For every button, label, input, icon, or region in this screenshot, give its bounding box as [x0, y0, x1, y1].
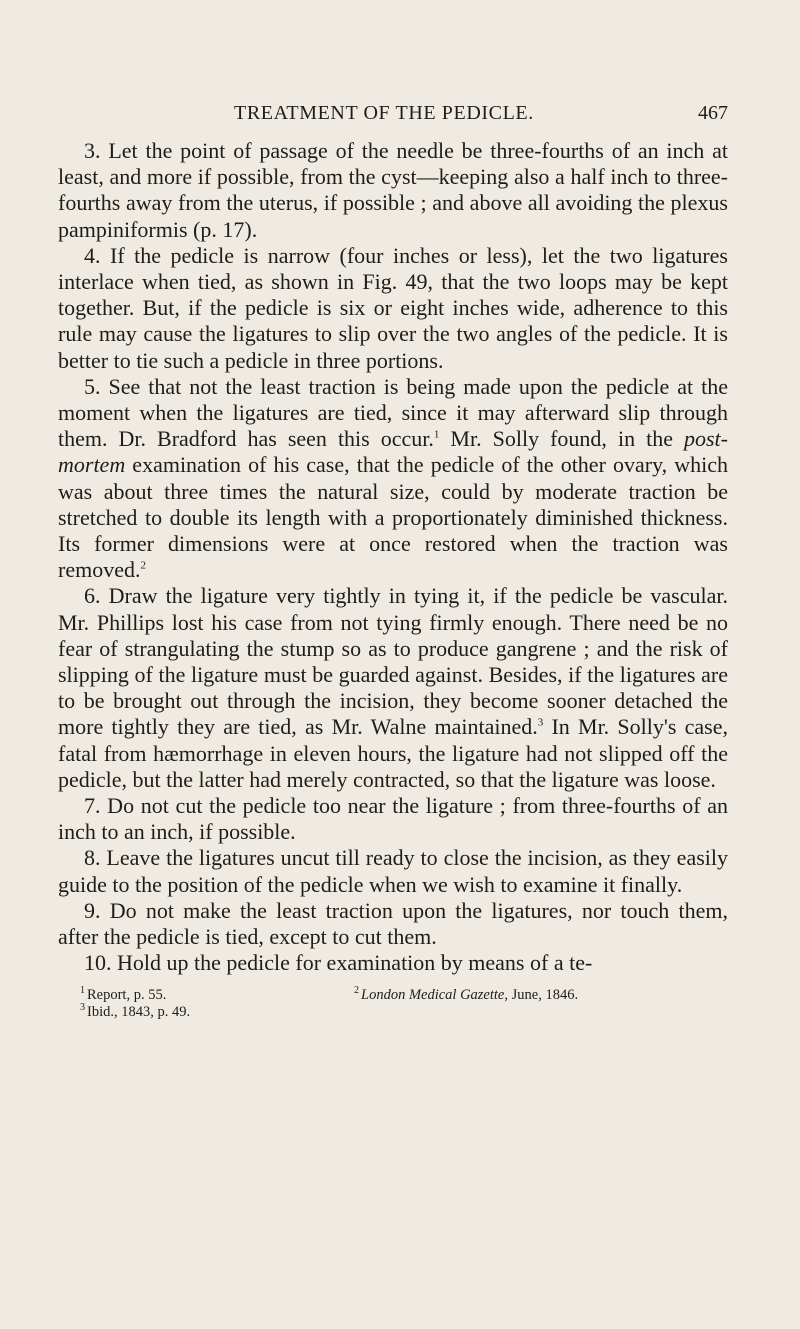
paragraph-5-text-b: Mr. Solly found, in the: [439, 426, 684, 452]
paragraph-8: 8. Leave the ligatures uncut till ready to close the incision, as they easily guide to the position of the pedicle when we wish to examine it finally.: [58, 845, 728, 897]
footnote-3: [58, 1001, 354, 1021]
running-title: TREATMENT OF THE PEDICLE.: [234, 102, 534, 124]
footnote-ref-1: 1: [433, 428, 440, 441]
paragraph-6-text-a: 6. Draw the ligature very tightly in tying it, if the pedicle be vascular. Mr. Phillips lost his case from not tying firmly enough. There need be no fear of strangulating the stump so as to produce gangrene ; and the risk of slipping of the ligature must be guarded against. Besides, if the ligatures are to be brought out through the incision, they become sooner detached the more tightly they are tied, as Mr. Walne maintained.: [58, 583, 728, 740]
footnote-2-mark: 2: [354, 984, 359, 996]
paragraph-9: 9. Do not make the least traction upon the ligatures, nor touch them, after the pedicle is tied, except to cut them.: [58, 897, 728, 950]
paragraph-7: 7. Do not cut the pedicle too near the ligature ; from three-fourths of an inch to an inch, if possible.: [58, 793, 728, 845]
running-head: [58, 102, 728, 138]
body-text: [58, 138, 728, 977]
page-number: 467: [698, 102, 728, 124]
footnote-2: [354, 984, 728, 1004]
footnote-2-text: , June, 1846.: [504, 986, 579, 1003]
paragraph-5: [58, 374, 728, 584]
paragraph-5-text-a: 5. See that not the least traction is being made upon the pedicle at the moment when the ligatures are tied, since it may afterward slip through them. Dr. Bradford has seen this occur.: [58, 373, 728, 452]
footnote-ref-2: 2: [140, 559, 146, 572]
paragraph-10: 10. Hold up the pedicle for examination by means of a te-: [84, 950, 593, 976]
footnotes: [58, 984, 728, 1021]
footnote-row-2: [58, 1001, 728, 1021]
footnote-ref-3: 3: [537, 717, 544, 730]
paragraph-6: [58, 583, 728, 793]
book-page: [58, 102, 728, 1021]
footnote-2-journal: London Medical Gazette: [361, 986, 505, 1003]
paragraph-3: 3. Let the point of passage of the needle be three-fourths of an inch at least, and more if possible, from the cyst—keeping also a half inch to three-fourths away from the uterus, if possible ; and above all avoiding the plexus pampiniformis (p. 17).: [58, 138, 728, 242]
paragraph-6-text-b: In Mr. Solly's case, fatal from hæmorrhage in eleven hours, the ligature had not slipped off the pedicle, but the latter had merely contracted, so that the ligature was loose.: [58, 714, 728, 792]
footnote-3-mark: 3: [80, 1001, 85, 1013]
footnote-1: [58, 984, 354, 1004]
paragraph-5-italic: post-mortem: [58, 426, 728, 478]
footnote-1-text: Report, p. 55.: [87, 986, 167, 1003]
paragraph-4: 4. If the pedicle is narrow (four inches or less), let the two ligatures interlace when tied, as shown in Fig. 49, that the two loops may be kept together. But, if the pedicle is six or eight inches wide, adherence to this rule may cause the ligatures to slip over the two angles of the pedicle. It is better to tie such a pedicle in three portions.: [58, 242, 728, 373]
footnote-3-text: Ibid., 1843, p. 49.: [87, 1003, 191, 1020]
footnote-row-1: [58, 984, 728, 1004]
footnote-1-mark: 1: [80, 984, 85, 996]
paragraph-5-text-c: examination of his case, that the pedicle of the other ovary, which was about three times the natural size, could by moderate traction be stretched to double its length with a proportionately diminished thickness. Its former dimensions were at once restored when the traction was removed.: [58, 452, 728, 583]
